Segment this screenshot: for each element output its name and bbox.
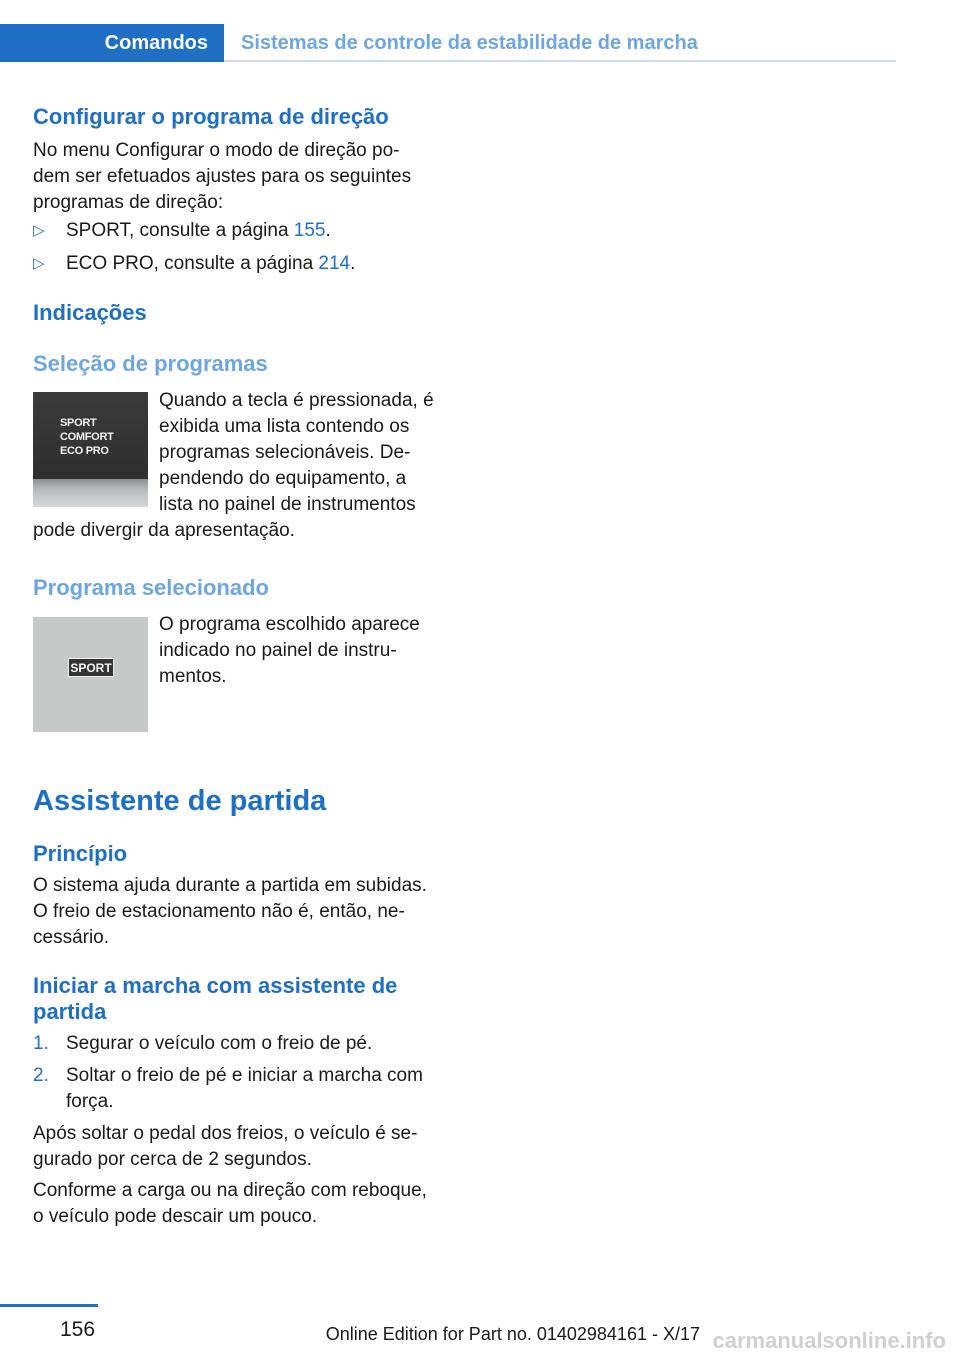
- heading-principle: Princípio: [33, 841, 128, 866]
- footer-rule: [0, 1304, 98, 1307]
- step-number: 2.: [33, 1065, 49, 1086]
- program-menu-list: SPORT COMFORT ECO PRO: [60, 417, 114, 457]
- paragraph-after-release: Após soltar o pedal dos freios, o veículo é se- gurado por cerca de 2 segundos.: [33, 1123, 418, 1170]
- heading-indications: Indicações: [33, 300, 147, 325]
- heading-configure-program: Configurar o programa de direção: [33, 104, 389, 129]
- paragraph-selected: O programa escolhido aparece indicado no painel de instru- mentos.: [159, 614, 420, 687]
- heading-program-selection: Seleção de programas: [33, 351, 268, 376]
- paragraph-configure: No menu Configurar o modo de direção po- dem ser efetuados ajustes para os seguintes programas de direção:: [33, 140, 412, 213]
- triangle-bullet-icon: ▷: [33, 222, 45, 239]
- header-divider: [224, 60, 896, 62]
- page-link-214[interactable]: 214: [318, 253, 351, 274]
- paragraph-principle: O sistema ajuda durante a partida em subidas. O freio de estacionamento não é, então, ne- cessário.: [33, 875, 427, 948]
- heading-start-assistant: Assistente de partida: [33, 785, 327, 817]
- step-number: 1.: [33, 1033, 49, 1054]
- paragraph-selection: Quando a tecla é pressionada, é exibida uma lista contendo os programas selecionáveis. De- pendendo do equipamento, a lista no painel de instrumentos: [159, 390, 434, 515]
- triangle-bullet-icon: ▷: [33, 255, 45, 272]
- sport-badge: SPORT: [68, 658, 114, 677]
- instrument-cluster-menu-image: [33, 392, 148, 507]
- paragraph-selection-end: pode divergir da apresentação.: [33, 520, 295, 541]
- edition-note: Online Edition for Part no. 01402984161 - X/17: [325, 1324, 700, 1344]
- paragraph-load: Conforme a carga ou na direção com reboque, o veículo pode descair um pouco.: [33, 1180, 427, 1227]
- section-tab[interactable]: Comandos: [0, 24, 224, 62]
- page-number: 156: [60, 1318, 96, 1341]
- page-link-155[interactable]: 155: [293, 220, 326, 241]
- heading-selected-program: Programa selecionado: [33, 575, 269, 600]
- selected-program-image: [33, 617, 148, 732]
- watermark: carmanualsonline.info: [712, 1328, 946, 1353]
- heading-start-with-assistant: Iniciar a marcha com assistente de partida: [33, 973, 398, 1024]
- subsection-title: Sistemas de controle da estabilidade de marcha: [241, 32, 698, 54]
